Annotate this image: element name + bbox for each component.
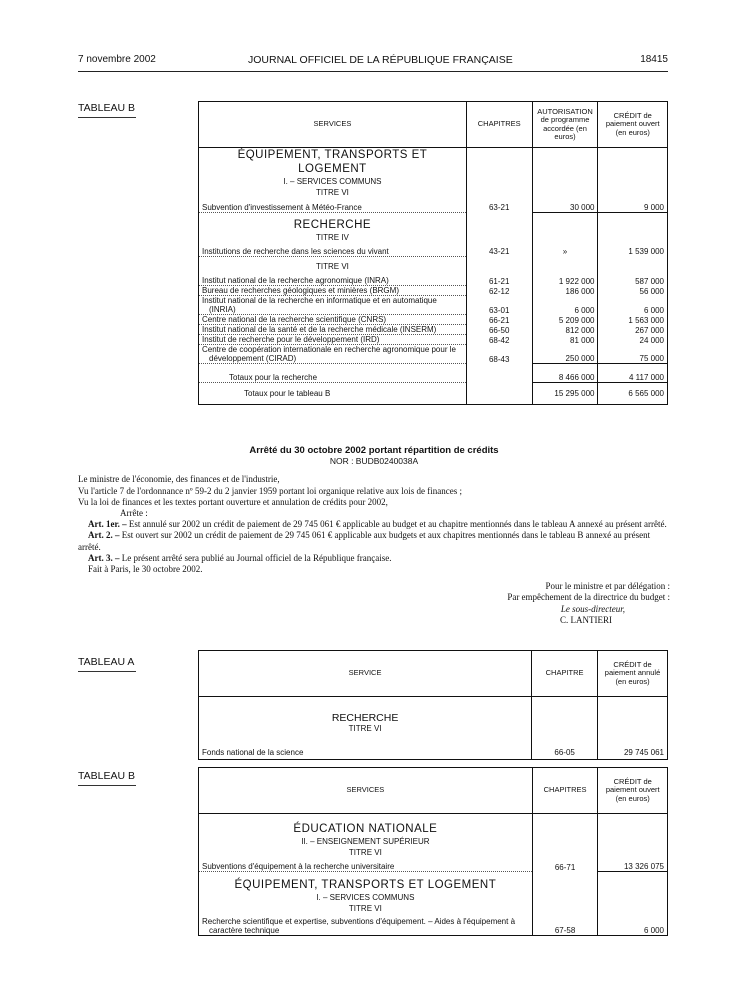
total-label: Totaux pour la recherche (199, 364, 467, 383)
header-date: 7 novembre 2002 (78, 54, 156, 65)
col-autorisation: AUTORISATION de programme accordée (en euros) (532, 102, 598, 148)
row-label: Bureau de recherches géologiques et minières (BRGM) (199, 286, 467, 296)
row-code: 66-50 (466, 325, 532, 335)
tableA (198, 650, 668, 760)
article-3 (78, 553, 670, 564)
row-label-cont: caractère technique (199, 926, 533, 936)
total-cp: 4 117 000 (598, 364, 668, 383)
article-head: Art. 2. – (88, 530, 120, 541)
titre-label: TITRE VI (199, 256, 467, 276)
row-ap: 186 000 (532, 286, 598, 296)
row-label: Subventions d'équipement à la recherche universitaire (199, 858, 533, 872)
section-title: ÉDUCATION NATIONALE (199, 814, 533, 836)
row-label: Institut national de la recherche agronomique (INRA) (199, 276, 467, 286)
table-row (199, 734, 668, 760)
row-code: 68-42 (466, 335, 532, 345)
page-header (78, 54, 668, 68)
col-services: SERVICES (199, 102, 467, 148)
row-cp: 1 563 000 (598, 315, 668, 325)
tableB2-label: TABLEAU B (78, 770, 136, 786)
row-label: Institut de recherche pour le développement (IRD) (199, 335, 467, 345)
section-title: ÉQUIPEMENT, TRANSPORTS ET LOGEMENT (199, 148, 467, 177)
tableB2 (198, 767, 668, 936)
total-ap: 8 466 000 (532, 364, 598, 383)
header-rule (78, 71, 668, 72)
article-text: Est annulé sur 2002 un crédit de paiement de 29 745 061 € applicable au budget et au chapitre mentionnés dans le tableau A annexé au présent arrêté. (128, 519, 667, 530)
table-row (199, 926, 668, 936)
row-cp: 9 000 (598, 198, 668, 212)
arrete-nor: NOR : BUDB0240038A (329, 456, 419, 467)
article-head: Art. 1er. – (88, 519, 127, 530)
signature-name: C. LANTIERI (560, 614, 612, 625)
total-label: Totaux pour le tableau B (199, 383, 467, 405)
section-title: ÉQUIPEMENT, TRANSPORTS ET LOGEMENT (199, 872, 533, 892)
total-cp: 6 565 000 (598, 383, 668, 405)
row-code: 66-21 (466, 315, 532, 325)
tableA-label: TABLEAU A (78, 656, 136, 672)
arrete-para: Vu la loi de finances et les textes portant ouverture et annulation de crédits pour 2002, (78, 496, 388, 507)
row-cp: 29 745 061 (598, 734, 668, 760)
row-code: 67-58 (532, 926, 598, 936)
total-ap: 15 295 000 (532, 383, 598, 405)
row-ap: 812 000 (532, 325, 598, 335)
table-row (199, 335, 668, 345)
row-cp: 6 000 (598, 926, 668, 936)
row-code: 68-43 (466, 354, 532, 364)
section-title: RECHERCHE (199, 212, 467, 232)
col-chapitres: CHAPITRES (532, 768, 598, 814)
row-label: Institut national de la santé et de la recherche médicale (INSERM) (199, 325, 467, 335)
header-page-number: 18415 (640, 54, 668, 65)
table-row (199, 354, 668, 364)
row-cp: 587 000 (598, 276, 668, 286)
article-text: Le présent arrêté sera publié au Journal officiel de la République française. (121, 552, 392, 563)
row-ap: 5 209 000 (532, 315, 598, 325)
col-chapitre: CHAPITRE (532, 651, 598, 697)
row-label: Centre national de la recherche scientifique (CNRS) (199, 315, 467, 325)
row-cp: 13 326 075 (598, 858, 668, 872)
row-cp: 56 000 (598, 286, 668, 296)
row-ap: » (532, 243, 598, 256)
table-row (199, 243, 668, 256)
arrete-para: Le ministre de l'économie, des finances et de l'industrie, (78, 474, 280, 485)
titre-label: TITRE VI (199, 847, 533, 858)
header-journal: JOURNAL OFFICIEL DE LA RÉPUBLIQUE FRANÇAISE (248, 54, 513, 66)
signature-line: Par empêchement de la directrice du budget : (507, 592, 670, 603)
row-cp: 1 539 000 (598, 243, 668, 256)
col-credit: CRÉDIT de paiement ouvert (en euros) (598, 768, 668, 814)
table-row (199, 198, 668, 212)
col-services: SERVICES (199, 768, 533, 814)
row-ap: 81 000 (532, 335, 598, 345)
row-code: 63-21 (466, 198, 532, 212)
total-row (199, 364, 668, 383)
table-row (199, 286, 668, 296)
row-label: Centre de coopération internationale en recherche agronomique pour le (199, 345, 467, 355)
row-label: Fonds national de la science (199, 734, 532, 760)
total-row (199, 383, 668, 405)
row-label-cont: (INRIA) (199, 305, 467, 315)
titre-label: TITRE VI (199, 187, 467, 198)
table-row (199, 325, 668, 335)
row-code: 43-21 (466, 243, 532, 256)
table-row (199, 305, 668, 315)
titre-label: TITRE VI (199, 723, 532, 734)
row-cp: 24 000 (598, 335, 668, 345)
row-label: Recherche scientifique et expertise, subventions d'équipement. – Aides à l'équipement à (199, 914, 533, 926)
article-head: Art. 3. – (88, 552, 120, 563)
row-cp: 267 000 (598, 325, 668, 335)
signature-line: Pour le ministre et par délégation : (545, 581, 670, 592)
col-service: SERVICE (199, 651, 532, 697)
titre-label: TITRE VI (199, 903, 533, 914)
table1-label: TABLEAU B (78, 102, 136, 118)
arrete-fait: Fait à Paris, le 30 octobre 2002. (88, 564, 203, 575)
section-subtitle: II. – ENSEIGNEMENT SUPÉRIEUR (199, 836, 533, 847)
row-ap: 6 000 (532, 305, 598, 315)
article-2 (78, 530, 670, 552)
row-code: 61-21 (466, 276, 532, 286)
row-code: 62-12 (466, 286, 532, 296)
article-1 (78, 519, 670, 530)
signature-line: Le sous-directeur, (560, 603, 625, 614)
row-cp: 6 000 (598, 305, 668, 315)
titre-label: TITRE IV (199, 232, 467, 243)
row-label: Institutions de recherche dans les sciences du vivant (199, 243, 467, 256)
row-label-cont: développement (CIRAD) (199, 354, 467, 364)
col-credit: CRÉDIT de paiement annulé (en euros) (598, 651, 668, 697)
arrete-title: Arrêté du 30 octobre 2002 portant répartition de crédits (249, 445, 499, 456)
table1 (198, 101, 668, 405)
table-row (199, 315, 668, 325)
col-chapitres: CHAPITRES (466, 102, 532, 148)
row-ap: 30 000 (532, 198, 598, 212)
table-row (199, 276, 668, 286)
row-ap: 1 922 000 (532, 276, 598, 286)
article-text: Est ouvert sur 2002 un crédit de paiement de 29 745 061 € applicable aux budgets et aux chapitres mentionnés dans le tableau B annexé au présent arrêté. (78, 530, 651, 552)
arrete-section (78, 445, 670, 626)
section-subtitle: I. – SERVICES COMMUNS (199, 892, 533, 903)
row-code: 63-01 (466, 305, 532, 315)
row-label: Institut national de la recherche en informatique et en automatique (199, 296, 467, 306)
arrete-para: Vu l'article 7 de l'ordonnance nº 59-2 du 2 janvier 1959 portant loi organique relative aux lois de finances ; (78, 485, 462, 496)
row-cp: 75 000 (598, 354, 668, 364)
row-label: Subvention d'investissement à Météo-France (199, 198, 467, 212)
section-title: RECHERCHE (199, 697, 532, 723)
row-ap: 250 000 (532, 354, 598, 364)
arrete-para: Arrête : (120, 508, 148, 519)
col-credit: CRÉDIT de paiement ouvert (en euros) (598, 102, 668, 148)
row-code: 66-71 (532, 858, 598, 872)
section-subtitle: I. – SERVICES COMMUNS (199, 176, 467, 187)
row-code: 66-05 (532, 734, 598, 760)
table-row (199, 858, 668, 872)
